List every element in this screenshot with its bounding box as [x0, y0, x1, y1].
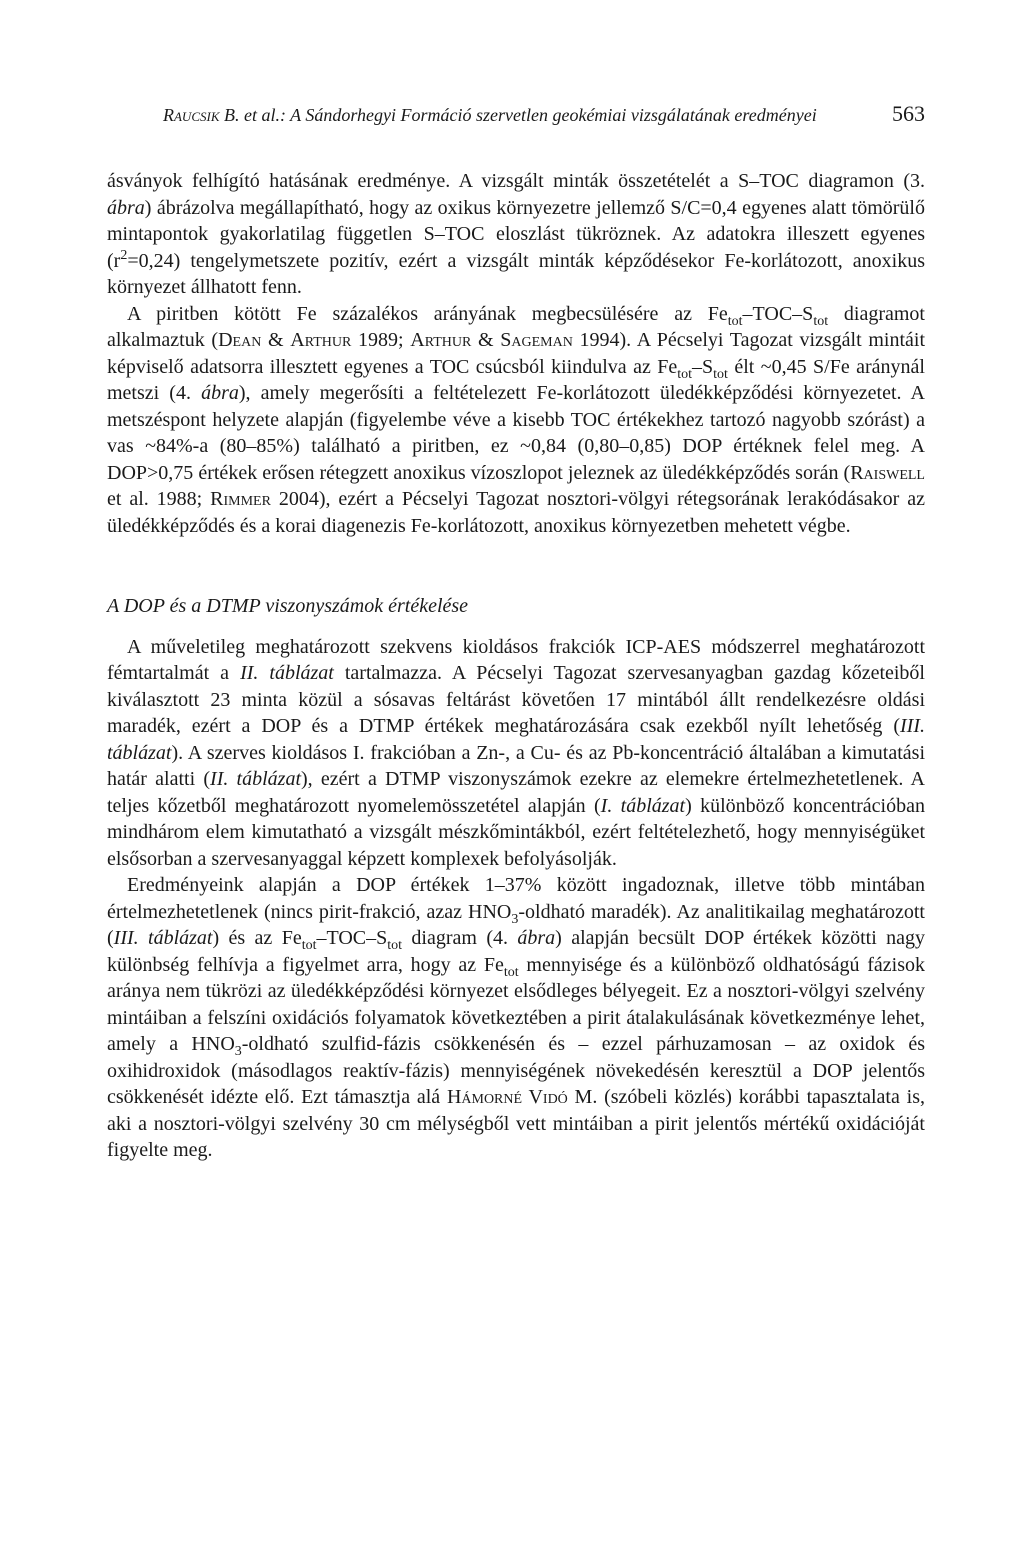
p4-text-i: (szóbeli közlés) korábbi tapasztalata is, aki a nosztori-völgyi szelvény 30 cm mélységből vett mintáiban a pirit jelentős mértékű oxidációját figyelte meg.: [107, 1086, 925, 1161]
p3-text-b: tartalmazza. A Pécselyi Tagozat szervesanyagban gazdag kőzeteiből kiválasztott 23 minta közül a sósavas feltárást követően 17 mintából állt rendelkezésre oldási maradék, ezért a DOP és a DTMP értékek meghatározására csak ezekből nyílt lehetőség (: [107, 662, 925, 737]
p2-text-i: et al. 1988;: [107, 488, 211, 510]
p2-text-h: ), amely megerősíti a feltételezett Fe-korlátozott üledékképződési környezetet. A metszéspont helyzete alapján (figyelembe véve a kisebb TOC értékekhez tartozó nagyobb szórást) a vas ~84%-a (80–85%) található a piritben, ez ~0,84 (0,80–0,85) DOP értéknek felel meg. A DOP>0,75 értékek erősen rétegzett anoxikus vízoszlopot jeleznek az üledékképződés során (: [107, 382, 925, 484]
paragraph-2: [107, 301, 925, 540]
p1-superscript: 2: [120, 247, 128, 263]
p2-amp-1: &: [261, 329, 291, 351]
p2-text-j: 2004), ezért a Pécselyi Tagozat nosztori-völgyi rétegsorának lerakódásakor az üledékképződés és a korai diagenezis Fe-korlátozott, anoxikus környezetben mehetett végbe.: [107, 488, 925, 537]
p2-amp-2: &: [471, 329, 501, 351]
p4-text-h: -oldható szulfid-fázis csökkenésén és – ezzel párhuzamosan – az oxidok és oxihidroxidok (másodlagos reaktív-fázis) mennyiségének növekedésén keresztül a DOP jelentős csökkenését idézte elő. Ezt támasztja alá: [107, 1033, 925, 1108]
p2-citation-arthur-1: Arthur: [290, 329, 352, 351]
running-head-author: Raucsik B.: [163, 105, 240, 125]
p1-text-c: =0,24) tengelymetszete pozitív, ezért a vizsgált minták képződésekor Fe-korlátozott, anoxikus környezet állhatott fenn.: [107, 249, 925, 298]
running-head-title: : A Sándorhegyi Formáció szervetlen geokémiai vizsgálatának eredményei: [280, 105, 817, 125]
p1-text-a: ásványok felhígító hatásának eredménye. A vizsgált minták összetételét a S–TOC diagramon (3.: [107, 170, 925, 192]
p2-text-b: –TOC–S: [742, 302, 814, 325]
p2-subscript-1: tot: [727, 313, 743, 329]
p2-text-d: 1989;: [351, 329, 411, 351]
p2-citation-arthur-2: Arthur: [410, 329, 472, 351]
running-head-text: [163, 105, 817, 126]
paragraph-1: [107, 168, 925, 301]
p2-text-c: diagramot alkalmaztuk (: [107, 302, 925, 351]
p2-text-a: A piritben kötött Fe százalékos arányának megbecsülésére az Fe: [127, 302, 728, 325]
p4-subscript-3: tot: [387, 938, 403, 953]
p3-table-ref-1: II. táblázat: [240, 662, 334, 684]
p4-citation-hamorne-vido: Hámorné Vidó M.: [446, 1086, 598, 1108]
p4-figure-ref: ábra: [517, 927, 556, 949]
p3-text-d: ), ezért a DTMP viszonyszámok ezekre az elemekre értelmezhetetlenek. A teljes kőzetből meghatározott nyomelemösszetétel alapján (: [107, 768, 925, 817]
section-heading: A DOP és a DTMP viszonyszámok értékelése: [107, 595, 469, 617]
p2-citation-rimmer: Rimmer: [210, 488, 271, 510]
p2-subscript-2: tot: [813, 313, 829, 329]
running-head-etal: et al.: [239, 105, 280, 125]
p2-citation-raiswell: Raiswell: [850, 461, 925, 484]
p4-text-a: Eredményeink alapján a DOP értékek 1–37% között ingadoznak, illetve több mintában értelmezhetetlenek (nincs pirit-frakció, azaz HNO: [107, 874, 925, 923]
p1-figure-ref: ábra: [107, 196, 145, 219]
p2-subscript-3: tot: [677, 366, 693, 382]
p4-text-b: -oldható maradék). Az analitikailag meghatározott (: [107, 900, 925, 949]
p2-citation-dean: Dean: [218, 329, 262, 351]
p3-text-e: ) különböző koncentrációban mindhárom elem kimutatható a vizsgált mészkőmintákból, ezért feltételezhető, hogy mennyiségüket elsősorban a szervesanyaggal képzett komplexek befolyásolják.: [107, 794, 925, 870]
running-head: [107, 101, 925, 131]
paragraph-3: [107, 634, 925, 873]
p4-text-c: ) és az Fe: [212, 927, 302, 949]
body-text: [107, 168, 925, 1164]
p4-subscript-4: tot: [503, 964, 519, 980]
p4-subscript-2: tot: [301, 938, 317, 953]
p2-figure-ref: ábra: [201, 382, 239, 404]
p3-table-ref-3: II. táblázat: [210, 768, 302, 790]
p4-text-g: mennyisége és a különböző oldhatóságú fázisok aránya nem tükrözi az üledékképződési környezet elsődleges bélyegeit. Ez a nosztori-völgyi szelvény mintáiban a felszíni oxidációs folyamatok következtében a pirit átalakulásának következménye lehet, amely a HNO: [107, 953, 925, 1055]
p4-subscript-1: 3: [511, 911, 519, 927]
p4-text-e: diagram (4.: [402, 927, 518, 949]
p4-text-f: ) alapján becsült DOP értékek közötti nagy különbség felhívja a figyelmet arra, hogy az Fe: [107, 927, 926, 976]
p2-text-e: 1994). A Pécselyi Tagozat vizsgált mintáit képviselő adatsorra illesztett egyenes a TOC csúcsból kiindulva az Fe: [107, 329, 926, 378]
p4-text-d: –TOC–S: [316, 927, 388, 949]
p4-table-ref: III. táblázat: [113, 927, 213, 949]
p3-table-ref-2: III. táblázat: [107, 715, 925, 764]
p3-text-c: ). A szerves kioldásos I. frakcióban a Zn-, a Cu- és az Pb-koncentráció általában a kimutatási határ alatti (: [107, 741, 925, 790]
p1-text-b: ) ábrázolva megállapítható, hogy az oxikus környezetre jellemző S/C=0,4 egyenes alatt tömörülő mintapontok gyakorlatilag független S–TOC eloszlást tükröznek. Az adatokra illeszett egyenes (r: [107, 196, 925, 272]
p3-table-ref-4: I. táblázat: [600, 794, 686, 817]
p2-citation-sageman: Sageman: [500, 329, 573, 351]
p4-subscript-5: 3: [234, 1044, 242, 1059]
p2-subscript-4: tot: [713, 366, 728, 382]
p3-text-a: A műveletileg meghatározott szekvens kioldásos frakciók ICP-AES módszerrel meghatározott fémtartalmát a: [107, 635, 925, 684]
paragraph-4: [107, 872, 925, 1164]
p2-text-g: élt ~0,45 S/Fe aránynál metszi (4.: [107, 355, 925, 404]
page-number: 563: [892, 101, 925, 126]
p2-text-f: –S: [692, 355, 714, 378]
